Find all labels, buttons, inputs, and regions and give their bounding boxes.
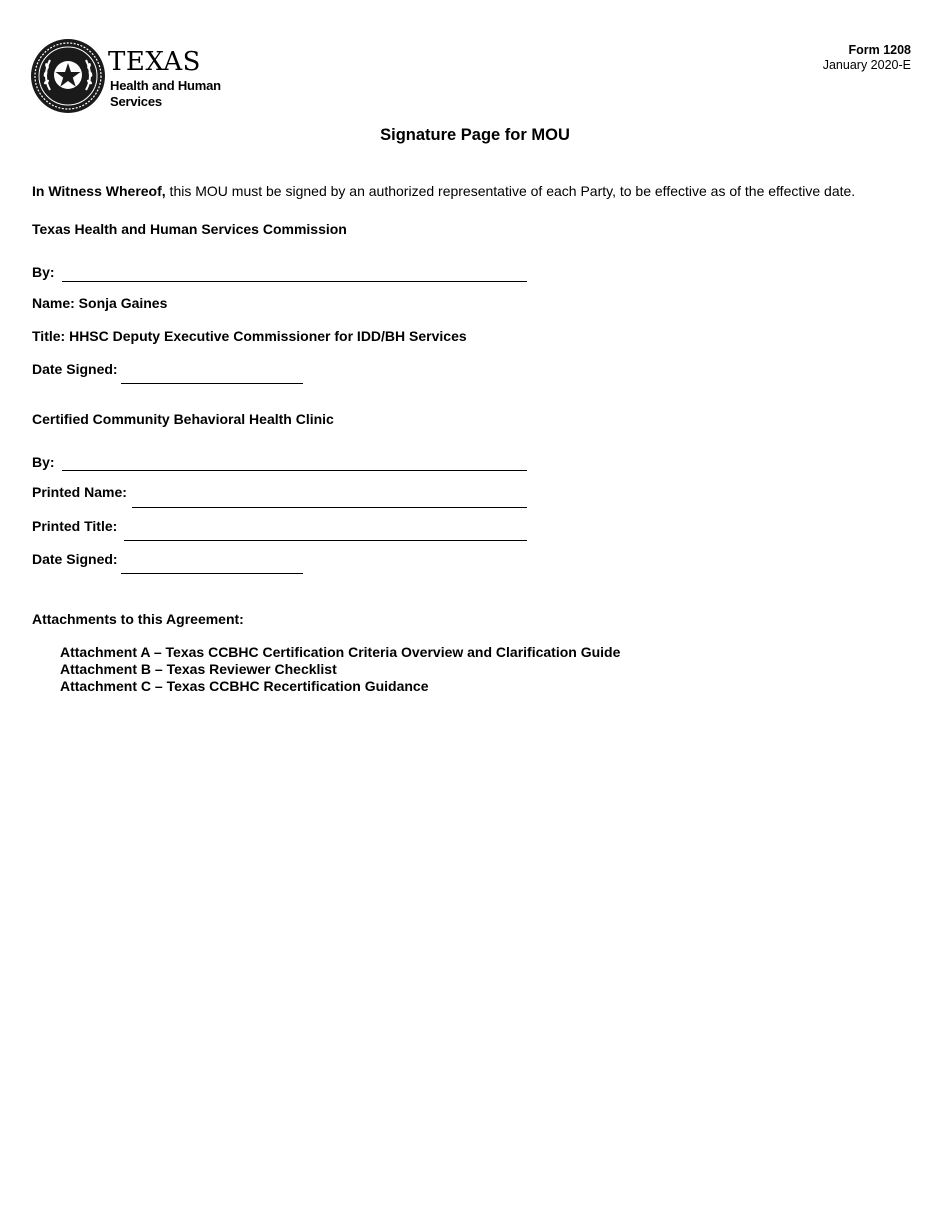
witness-lead: In Witness Whereof,: [32, 183, 166, 199]
party2-printed-name-label: Printed Name:: [32, 484, 127, 500]
party2-date-line[interactable]: [121, 573, 303, 574]
party1-date-line[interactable]: [121, 383, 303, 384]
party1-heading: Texas Health and Human Services Commission: [32, 221, 347, 237]
texas-seal-icon: [30, 38, 106, 114]
party2-by-label: By:: [32, 454, 55, 470]
party1-date-label: Date Signed:: [32, 361, 118, 377]
party2-printed-name-line[interactable]: [132, 507, 527, 508]
party2-signature-line[interactable]: [62, 470, 527, 471]
form-date: January 2020-E: [822, 58, 911, 72]
party2-printed-title-line[interactable]: [124, 540, 527, 541]
party1-name: Name: Sonja Gaines: [32, 295, 168, 311]
attachments-heading: Attachments to this Agreement:: [32, 611, 244, 627]
attachment-item: Attachment B – Texas Reviewer Checklist: [60, 661, 337, 677]
party1-title: Title: HHSC Deputy Executive Commissioner for IDD/BH Services: [32, 328, 467, 344]
witness-text: this MOU must be signed by an authorized representative of each Party, to be effective as of the effective date.: [165, 183, 856, 199]
logo-word: TEXAS: [108, 47, 201, 77]
party2-date-label: Date Signed:: [32, 551, 118, 567]
form-identifier: [823, 43, 911, 73]
party1-signature-line[interactable]: [62, 281, 527, 282]
party2-printed-title-label: Printed Title:: [32, 518, 118, 534]
witness-paragraph: [32, 183, 855, 199]
party1-by-label: By:: [32, 264, 55, 280]
logo-line-1: Health and Human: [110, 78, 221, 93]
party2-heading: Certified Community Behavioral Health Clinic: [32, 411, 334, 427]
attachment-item: Attachment A – Texas CCBHC Certification Criteria Overview and Clarification Guide: [60, 644, 621, 660]
logo-line-2: Services: [110, 94, 162, 109]
attachment-item: Attachment C – Texas CCBHC Recertification Guidance: [60, 678, 429, 694]
page-title: Signature Page for MOU: [380, 126, 570, 144]
form-number: Form 1208: [848, 43, 911, 57]
texas-hhs-logo: [30, 38, 230, 116]
